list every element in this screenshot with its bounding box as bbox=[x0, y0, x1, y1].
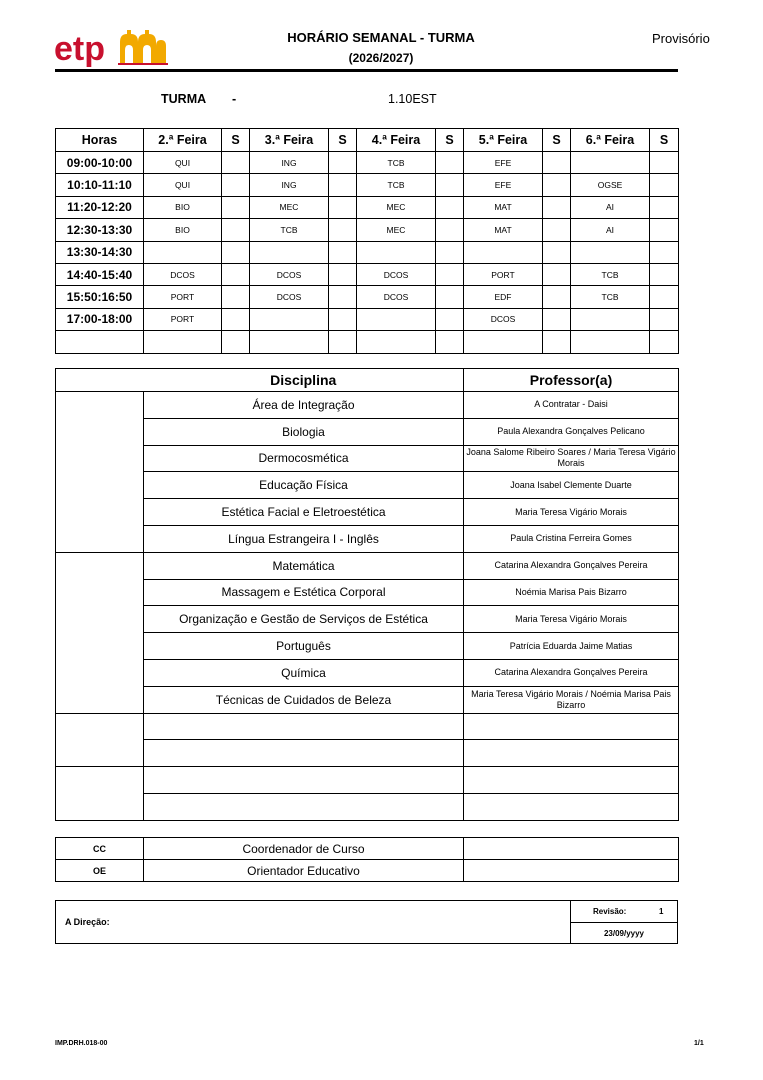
room-cell bbox=[222, 308, 250, 330]
class-cell bbox=[571, 331, 650, 353]
subject-name: Matemática bbox=[144, 552, 464, 579]
schedule-table bbox=[55, 128, 679, 354]
class-cell: DCOS bbox=[144, 263, 222, 285]
class-cell bbox=[357, 308, 436, 330]
schedule-row bbox=[56, 174, 679, 196]
class-cell bbox=[571, 241, 650, 263]
class-cell bbox=[144, 241, 222, 263]
schedule-row bbox=[56, 308, 679, 330]
class-cell: TCB bbox=[571, 286, 650, 308]
subject-row bbox=[56, 499, 679, 526]
subject-row bbox=[56, 633, 679, 660]
teacher-name: Catarina Alexandra Gonçalves Pereira bbox=[464, 659, 679, 686]
subject-row bbox=[56, 686, 679, 713]
class-cell: EDF bbox=[464, 286, 543, 308]
subjects-table bbox=[55, 368, 679, 821]
room-cell bbox=[222, 241, 250, 263]
room-cell bbox=[436, 331, 464, 353]
teacher-name: Paula Cristina Ferreira Gomes bbox=[464, 525, 679, 552]
room-cell bbox=[329, 308, 357, 330]
room-cell bbox=[650, 286, 679, 308]
room-cell bbox=[329, 331, 357, 353]
subject-row bbox=[56, 552, 679, 579]
subject-name: Dermocosmética bbox=[144, 445, 464, 472]
class-cell: ING bbox=[250, 174, 329, 196]
subject-name: Língua Estrangeira I - Inglês bbox=[144, 525, 464, 552]
class-cell: EFE bbox=[464, 152, 543, 174]
class-cell: TCB bbox=[571, 263, 650, 285]
room-cell bbox=[329, 196, 357, 218]
col-header-room: S bbox=[329, 129, 357, 152]
class-cell bbox=[571, 152, 650, 174]
class-cell: TCB bbox=[250, 219, 329, 241]
etp-logo bbox=[54, 26, 174, 70]
role-holder bbox=[464, 838, 679, 860]
room-cell bbox=[436, 263, 464, 285]
subject-name: Biologia bbox=[144, 418, 464, 445]
subject-name: Massagem e Estética Corporal bbox=[144, 579, 464, 606]
subject-row bbox=[56, 659, 679, 686]
class-cell: ING bbox=[250, 152, 329, 174]
class-cell bbox=[144, 331, 222, 353]
subject-name: Técnicas de Cuidados de Beleza bbox=[144, 686, 464, 713]
page-number: 1/1 bbox=[694, 1040, 704, 1047]
room-cell bbox=[222, 263, 250, 285]
room-cell bbox=[650, 241, 679, 263]
room-cell bbox=[436, 241, 464, 263]
subject-group-cell bbox=[56, 767, 144, 821]
room-cell bbox=[329, 174, 357, 196]
role-name: Orientador Educativo bbox=[144, 860, 464, 882]
class-cell: PORT bbox=[464, 263, 543, 285]
revision-label: Revisão: bbox=[593, 907, 627, 916]
teacher-name: Maria Teresa Vigário Morais / Noémia Marisa Pais Bizarro bbox=[464, 686, 679, 713]
col-header-room: S bbox=[543, 129, 571, 152]
subject-row bbox=[56, 767, 679, 794]
room-cell bbox=[222, 219, 250, 241]
subject-row bbox=[56, 579, 679, 606]
col-header-tuesday: 3.ª Feira bbox=[250, 129, 329, 152]
schedule-row bbox=[56, 196, 679, 218]
class-cell bbox=[250, 241, 329, 263]
form-code: IMP.DRH.018-00 bbox=[55, 1040, 108, 1047]
subject-name: Educação Física bbox=[144, 472, 464, 499]
coordination-row bbox=[56, 860, 679, 882]
class-cell: AI bbox=[571, 219, 650, 241]
schedule-row bbox=[56, 152, 679, 174]
subject-name bbox=[144, 740, 464, 767]
teacher-name bbox=[464, 767, 679, 794]
schedule-row bbox=[56, 331, 679, 353]
logo-monument-icon bbox=[118, 30, 168, 65]
time-slot: 10:10-11:10 bbox=[56, 174, 144, 196]
room-cell bbox=[329, 152, 357, 174]
schedule-row bbox=[56, 286, 679, 308]
class-cell: MEC bbox=[357, 219, 436, 241]
class-cell: DCOS bbox=[250, 263, 329, 285]
room-cell bbox=[436, 196, 464, 218]
role-code: CC bbox=[56, 838, 144, 860]
class-cell: BIO bbox=[144, 196, 222, 218]
room-cell bbox=[650, 152, 679, 174]
role-holder bbox=[464, 860, 679, 882]
class-cell bbox=[357, 241, 436, 263]
class-cell bbox=[250, 331, 329, 353]
time-slot: 12:30-13:30 bbox=[56, 219, 144, 241]
subject-name bbox=[144, 793, 464, 820]
class-cell bbox=[571, 308, 650, 330]
subject-name: Organização e Gestão de Serviços de Estética bbox=[144, 606, 464, 633]
class-cell: QUI bbox=[144, 174, 222, 196]
subject-row bbox=[56, 418, 679, 445]
schedule-row bbox=[56, 241, 679, 263]
teacher-name: Paula Alexandra Gonçalves Pelicano bbox=[464, 418, 679, 445]
class-cell bbox=[464, 331, 543, 353]
room-cell bbox=[543, 263, 571, 285]
subject-name bbox=[144, 713, 464, 740]
turma-value: 1.10EST bbox=[388, 92, 437, 106]
class-cell: OGSE bbox=[571, 174, 650, 196]
room-cell bbox=[650, 196, 679, 218]
class-cell: DCOS bbox=[357, 286, 436, 308]
room-cell bbox=[650, 308, 679, 330]
room-cell bbox=[543, 331, 571, 353]
col-header-thursday: 5.ª Feira bbox=[464, 129, 543, 152]
revision-value: 1 bbox=[659, 907, 664, 916]
coordination-row bbox=[56, 838, 679, 860]
teacher-name bbox=[464, 713, 679, 740]
room-cell bbox=[543, 196, 571, 218]
col-header-professor: Professor(a) bbox=[464, 369, 679, 392]
col-header-friday: 6.ª Feira bbox=[571, 129, 650, 152]
schedule-header-row bbox=[56, 129, 679, 152]
schedule-row bbox=[56, 219, 679, 241]
svg-text:etp: etp bbox=[54, 30, 105, 68]
time-slot: 14:40-15:40 bbox=[56, 263, 144, 285]
teacher-name: Noémia Marisa Pais Bizarro bbox=[464, 579, 679, 606]
coordination-table bbox=[55, 837, 679, 882]
class-cell: PORT bbox=[144, 308, 222, 330]
subject-name: Estética Facial e Eletroestética bbox=[144, 499, 464, 526]
revision-date: 23/09/yyyy bbox=[603, 929, 645, 938]
school-year: (2026/2027) bbox=[348, 51, 414, 65]
turma-label: TURMA bbox=[161, 92, 207, 106]
revision-box bbox=[570, 901, 677, 943]
revision-row bbox=[571, 901, 677, 923]
header-divider bbox=[55, 69, 678, 72]
room-cell bbox=[543, 174, 571, 196]
teacher-name: Maria Teresa Vigário Morais bbox=[464, 606, 679, 633]
role-name: Coordenador de Curso bbox=[144, 838, 464, 860]
time-slot: 11:20-12:20 bbox=[56, 196, 144, 218]
room-cell bbox=[650, 219, 679, 241]
time-slot: 17:00-18:00 bbox=[56, 308, 144, 330]
room-cell bbox=[436, 174, 464, 196]
teacher-name: Patrícia Eduarda Jaime Matias bbox=[464, 633, 679, 660]
direction-box bbox=[55, 900, 678, 944]
room-cell bbox=[222, 174, 250, 196]
col-header-room: S bbox=[436, 129, 464, 152]
class-cell: MAT bbox=[464, 219, 543, 241]
col-header-horas: Horas bbox=[56, 129, 144, 152]
class-cell: AI bbox=[571, 196, 650, 218]
subject-row bbox=[56, 392, 679, 419]
teacher-name bbox=[464, 793, 679, 820]
subject-name: Química bbox=[144, 659, 464, 686]
room-cell bbox=[436, 219, 464, 241]
col-header-room: S bbox=[650, 129, 679, 152]
turma-separator: - bbox=[232, 92, 237, 106]
subjects-header-row bbox=[56, 369, 679, 392]
subjects-header-blank bbox=[56, 369, 144, 392]
col-header-disciplina: Disciplina bbox=[144, 369, 464, 392]
document-title: HORÁRIO SEMANAL - TURMA bbox=[287, 30, 475, 45]
class-cell bbox=[357, 331, 436, 353]
subject-group-cell bbox=[56, 713, 144, 767]
room-cell bbox=[222, 331, 250, 353]
room-cell bbox=[329, 286, 357, 308]
class-cell: MEC bbox=[250, 196, 329, 218]
room-cell bbox=[543, 308, 571, 330]
room-cell bbox=[222, 286, 250, 308]
time-slot bbox=[56, 331, 144, 353]
class-cell: BIO bbox=[144, 219, 222, 241]
room-cell bbox=[436, 152, 464, 174]
time-slot: 15:50:16:50 bbox=[56, 286, 144, 308]
subject-row bbox=[56, 713, 679, 740]
schedule-row bbox=[56, 263, 679, 285]
teacher-name: Joana Isabel Clemente Duarte bbox=[464, 472, 679, 499]
subject-row bbox=[56, 472, 679, 499]
col-header-monday: 2.ª Feira bbox=[144, 129, 222, 152]
class-cell: DCOS bbox=[250, 286, 329, 308]
class-cell: TCB bbox=[357, 152, 436, 174]
room-cell bbox=[329, 241, 357, 263]
room-cell bbox=[222, 152, 250, 174]
teacher-name bbox=[464, 740, 679, 767]
class-cell: PORT bbox=[144, 286, 222, 308]
teacher-name: Catarina Alexandra Gonçalves Pereira bbox=[464, 552, 679, 579]
role-code: OE bbox=[56, 860, 144, 882]
class-cell: DCOS bbox=[357, 263, 436, 285]
class-cell: MEC bbox=[357, 196, 436, 218]
room-cell bbox=[436, 286, 464, 308]
class-cell: TCB bbox=[357, 174, 436, 196]
subject-group-cell bbox=[56, 392, 144, 553]
subject-row bbox=[56, 445, 679, 472]
room-cell bbox=[543, 286, 571, 308]
room-cell bbox=[436, 308, 464, 330]
time-slot: 13:30-14:30 bbox=[56, 241, 144, 263]
subject-row bbox=[56, 525, 679, 552]
subject-row bbox=[56, 606, 679, 633]
subject-name bbox=[144, 767, 464, 794]
class-cell: DCOS bbox=[464, 308, 543, 330]
room-cell bbox=[650, 331, 679, 353]
status-label: Provisório bbox=[652, 31, 710, 46]
col-header-room: S bbox=[222, 129, 250, 152]
room-cell bbox=[543, 241, 571, 263]
class-cell bbox=[464, 241, 543, 263]
room-cell bbox=[329, 219, 357, 241]
teacher-name: A Contratar - Daisi bbox=[464, 392, 679, 419]
room-cell bbox=[222, 196, 250, 218]
class-cell: EFE bbox=[464, 174, 543, 196]
subject-row bbox=[56, 740, 679, 767]
time-slot: 09:00-10:00 bbox=[56, 152, 144, 174]
room-cell bbox=[650, 263, 679, 285]
room-cell bbox=[543, 152, 571, 174]
room-cell bbox=[650, 174, 679, 196]
class-cell: QUI bbox=[144, 152, 222, 174]
teacher-name: Maria Teresa Vigário Morais bbox=[464, 499, 679, 526]
col-header-wednesday: 4.ª Feira bbox=[357, 129, 436, 152]
room-cell bbox=[329, 263, 357, 285]
subject-name: Área de Integração bbox=[144, 392, 464, 419]
teacher-name: Joana Salome Ribeiro Soares / Maria Teresa Vigário Morais bbox=[464, 445, 679, 472]
subject-row bbox=[56, 793, 679, 820]
class-cell: MAT bbox=[464, 196, 543, 218]
class-cell bbox=[250, 308, 329, 330]
room-cell bbox=[543, 219, 571, 241]
subject-group-cell bbox=[56, 552, 144, 713]
subject-name: Português bbox=[144, 633, 464, 660]
direction-label: A Direção: bbox=[65, 917, 110, 927]
